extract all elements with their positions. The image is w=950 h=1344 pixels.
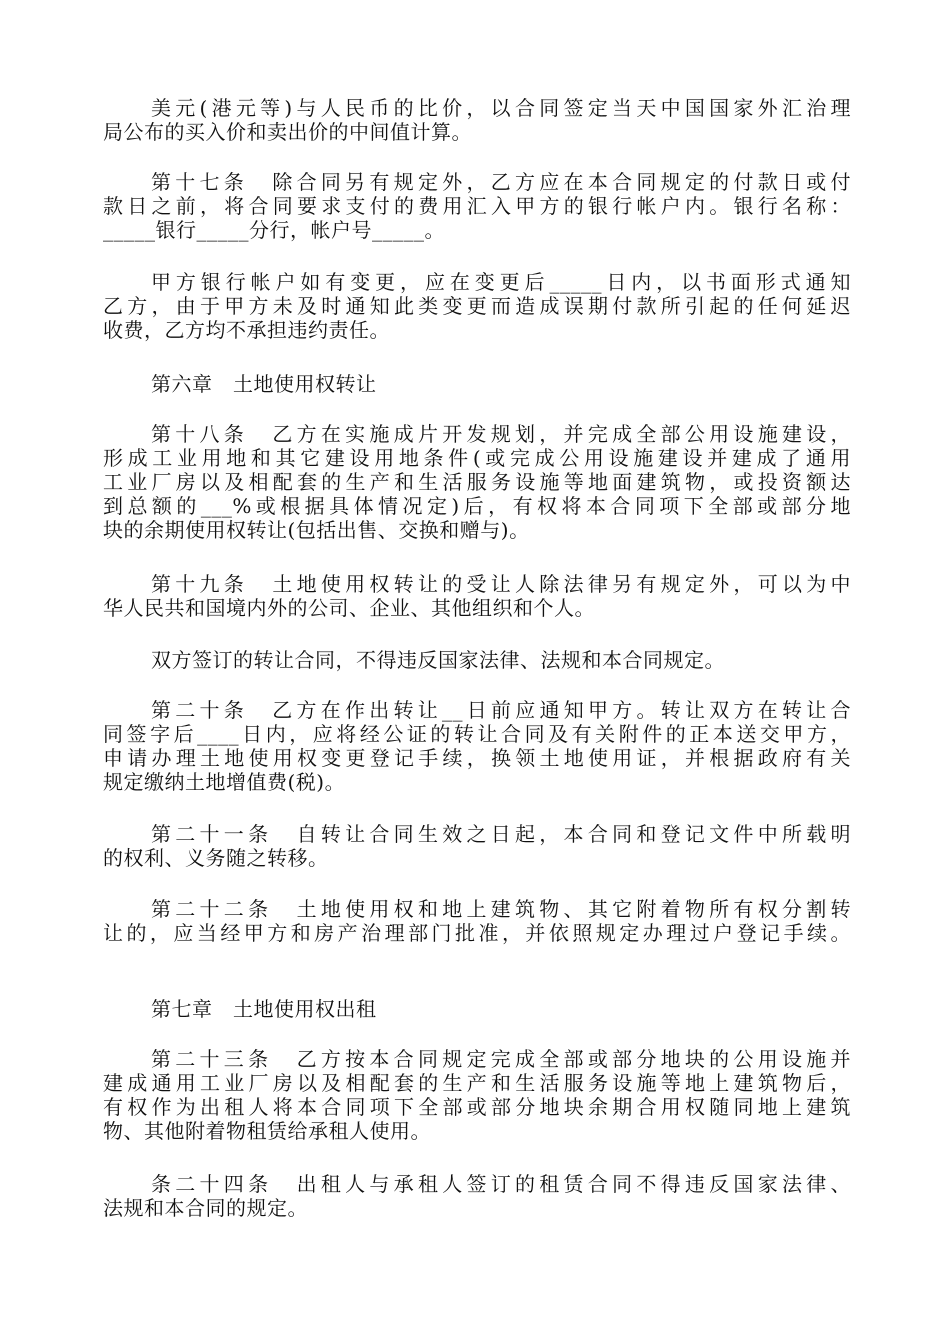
text-line: 第二十二条 土地使用权和地上建筑物、其它附着物所有权分割转 [151, 897, 851, 921]
text-line: 双方签订的转让合同，不得违反国家法律、法规和本合同规定。 [151, 648, 725, 672]
text-line: 华人民共和国境内外的公司、企业、其他组织和个人。 [103, 596, 595, 620]
text-line: 物、其他附着物租赁给承租人使用。 [103, 1119, 431, 1143]
text-line: 第十七条 除合同另有规定外，乙方应在本合同规定的付款日或付 [151, 170, 851, 194]
text-line: 第十九条 土地使用权转让的受让人除法律另有规定外，可以为中 [151, 572, 851, 596]
text-line: 块的余期使用权转让(包括出售、交换和赠与)。 [103, 518, 530, 542]
text-line: 工业厂房以及相配套的生产和生活服务设施等地面建筑物，或投资额达 [103, 470, 851, 494]
chapter-6-heading [103, 372, 851, 396]
text-line: 建成通用工业厂房以及相配套的生产和生活服务设施等地上建筑物后， [103, 1071, 851, 1095]
paragraph-exchange-rate [103, 96, 851, 144]
text-line: 第十八条 乙方在实施成片开发规划，并完成全部公用设施建设， [151, 422, 851, 446]
text-line: 局公布的买入价和卖出价的中间值计算。 [103, 120, 472, 144]
text-line: 到总额的___%或根据具体情况定)后，有权将本合同项下全部或部分地 [103, 494, 851, 518]
paragraph-bank-account-change [103, 270, 851, 342]
paragraph-article-17 [103, 170, 851, 242]
text-line: _____银行_____分行，帐户号_____。 [103, 218, 445, 242]
text-line: 法规和本合同的规定。 [103, 1196, 308, 1220]
paragraph-article-18 [103, 422, 851, 542]
paragraph-article-21 [103, 822, 851, 870]
text-line: 美元(港元等)与人民币的比价，以合同签定当天中国国家外汇治理 [151, 96, 851, 120]
chapter-title: 第六章 土地使用权转让 [151, 372, 377, 396]
text-line: 第二十一条 自转让合同生效之日起，本合同和登记文件中所载明 [151, 822, 851, 846]
text-line: 乙方，由于甲方未及时通知此类变更而造成误期付款所引起的任何延迟 [103, 294, 851, 318]
paragraph-article-20 [103, 698, 851, 794]
text-line: 让的，应当经甲方和房产治理部门批准，并依照规定办理过户登记手续。 [103, 921, 851, 945]
text-line: 有权作为出租人将本合同项下全部或部分地块余期合用权随同地上建筑 [103, 1095, 851, 1119]
paragraph-article-22 [103, 897, 851, 945]
text-line: 第二十三条 乙方按本合同规定完成全部或部分地块的公用设施并 [151, 1047, 851, 1071]
text-line: 同签字后____日内，应将经公证的转让合同及有关附件的正本送交甲方， [103, 722, 851, 746]
text-line: 第二十条 乙方在作出转让__日前应通知甲方。转让双方在转让合 [151, 698, 851, 722]
text-line: 的权利、义务随之转移。 [103, 846, 329, 870]
text-line: 申请办理土地使用权变更登记手续，换领土地使用证，并根据政府有关 [103, 746, 851, 770]
paragraph-transfer-contract [103, 648, 851, 672]
text-line: 规定缴纳土地增值费(税)。 [103, 770, 346, 794]
text-line: 条二十四条 出租人与承租人签订的租赁合同不得违反国家法律、 [151, 1172, 851, 1196]
paragraph-article-24 [103, 1172, 851, 1220]
paragraph-article-23 [103, 1047, 851, 1143]
text-line: 款日之前，将合同要求支付的费用汇入甲方的银行帐户内。银行名称： [103, 194, 851, 218]
chapter-7-heading [103, 997, 851, 1021]
text-line: 形成工业用地和其它建设用地条件(或完成公用设施建设并建成了通用 [103, 446, 851, 470]
paragraph-article-19 [103, 572, 851, 620]
text-line: 收费，乙方均不承担违约责任。 [103, 318, 390, 342]
chapter-title: 第七章 土地使用权出租 [151, 997, 377, 1021]
text-line: 甲方银行帐户如有变更，应在变更后_____日内，以书面形式通知 [151, 270, 851, 294]
